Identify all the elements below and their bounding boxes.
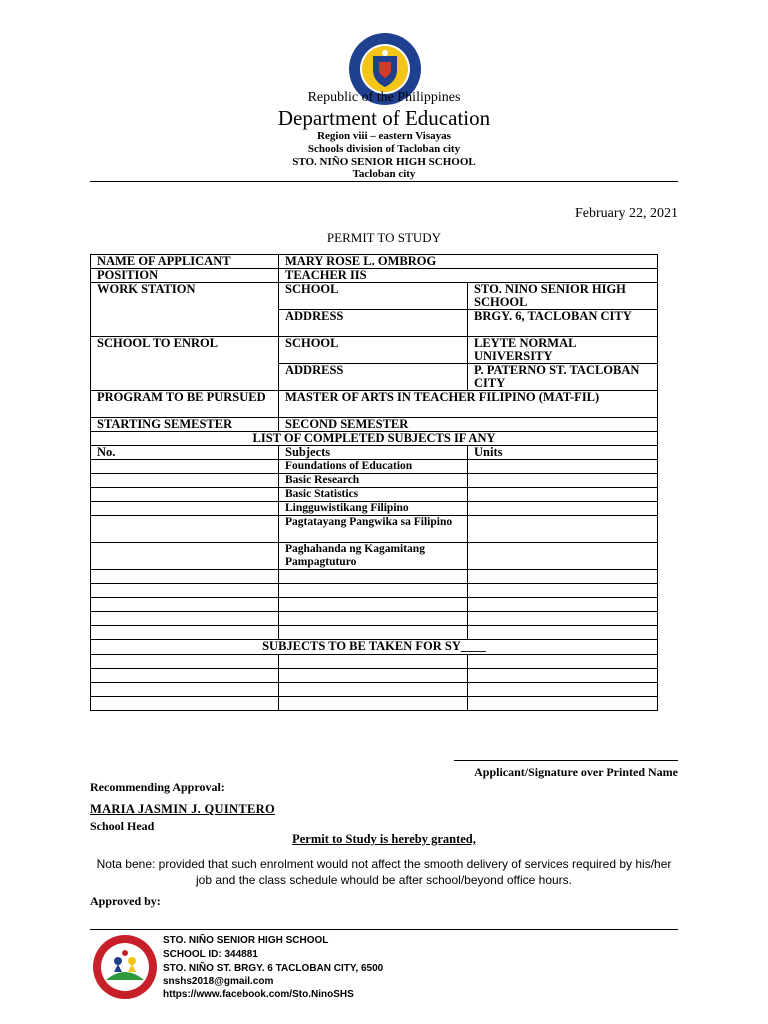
school-head-name: MARIA JASMIN J. QUINTERO [90,802,275,816]
table-row [91,669,658,683]
subject-cell: Foundations of Education [279,460,468,474]
table-row [91,697,658,711]
work-school-value: STO. NINO SENIOR HIGH SCHOOL [468,283,658,310]
recommending-approval: Recommending Approval: [90,780,225,794]
position-label: POSITION [91,269,279,283]
completed-heading: LIST OF COMPLETED SUBJECTS IF ANY [91,432,658,446]
program-label: PROGRAM TO BE PURSUED [91,391,279,418]
subject-cell: Basic Research [279,474,468,488]
enrol-school-value: LEYTE NORMAL UNIVERSITY [468,337,658,364]
enrol-address-label: ADDRESS [279,364,468,391]
table-row [91,543,658,570]
applicant-signature-line [454,760,678,761]
to-take-heading: SUBJECTS TO BE TAKEN FOR SY____ [91,640,658,655]
enrol-address-value: P. PATERNO ST. TACLOBAN CITY [468,364,658,391]
name-value: MARY ROSE L. OMBROG [279,255,658,269]
school-head-title: School Head [90,819,155,833]
republic-text: Republic of the Philippines [307,90,461,105]
subject-cell: Lingguwistikang Filipino [279,502,468,516]
department-title: Department of Education [277,106,491,130]
work-address-label: ADDRESS [279,310,468,337]
work-station-label: WORK STATION [91,283,279,337]
applicant-signature-caption: Applicant/Signature over Printed Name [474,765,678,779]
semester-label: STARTING SEMESTER [91,418,279,432]
school-logo [92,934,158,1000]
division-text: Schools division of Tacloban city [307,143,461,155]
city-text: Tacloban city [352,168,416,180]
table-row [91,626,658,640]
table-row [91,516,658,543]
col-units-header: Units [468,446,658,460]
table-row [91,612,658,626]
footer-email: snshs2018@gmail.com [163,976,274,987]
table-row [91,683,658,697]
document-title: PERMIT TO STUDY [326,230,442,245]
table-row [91,655,658,669]
col-no-header: No. [91,446,279,460]
subject-cell: Pagtatayang Pangwika sa Filipino [279,516,468,543]
approved-by: Approved by: [90,894,161,908]
table-row [91,570,658,584]
footer-divider [90,929,678,930]
footer-facebook-link[interactable]: https://www.facebook.com/Sto.NinoSHS [163,989,354,1000]
footer-school: STO. NIÑO SENIOR HIGH SCHOOL [163,935,329,946]
permit-table [90,254,658,711]
nota-bene: Nota bene: provided that such enrolment would not affect the smooth delivery of services required by his/her job and the class schedule whould be after school/beyond office hours. [96,857,672,887]
table-row [91,584,658,598]
permit-granted-text: Permit to Study is hereby granted, [292,832,476,846]
subject-cell: Basic Statistics [279,488,468,502]
semester-value: SECOND SEMESTER [279,418,658,432]
work-school-label: SCHOOL [279,283,468,310]
work-address-value: BRGY. 6, TACLOBAN CITY [468,310,658,337]
table-row [91,460,658,474]
school-name-header: STO. NIÑO SENIOR HIGH SCHOOL [292,156,476,168]
col-subjects-header: Subjects [279,446,468,460]
name-label: NAME OF APPLICANT [91,255,279,269]
table-row [91,488,658,502]
subject-cell: Paghahanda ng Kagamitang Pampagtuturo [279,543,468,570]
enrol-label: SCHOOL TO ENROL [91,337,279,391]
table-row [91,474,658,488]
position-value: TEACHER IIS [279,269,658,283]
header-divider [90,181,678,182]
program-value: MASTER OF ARTS IN TEACHER FILIPINO (MAT-FIL) [279,391,658,418]
footer-school-id: SCHOOL ID: 344881 [163,949,258,960]
document-date: February 22, 2021 [574,206,678,221]
table-row [91,598,658,612]
footer-address: STO. NIÑO ST. BRGY. 6 TACLOBAN CITY, 6500 [163,963,384,974]
table-row [91,502,658,516]
enrol-school-label: SCHOOL [279,337,468,364]
region-text: Region viii – eastern Visayas [317,130,451,142]
